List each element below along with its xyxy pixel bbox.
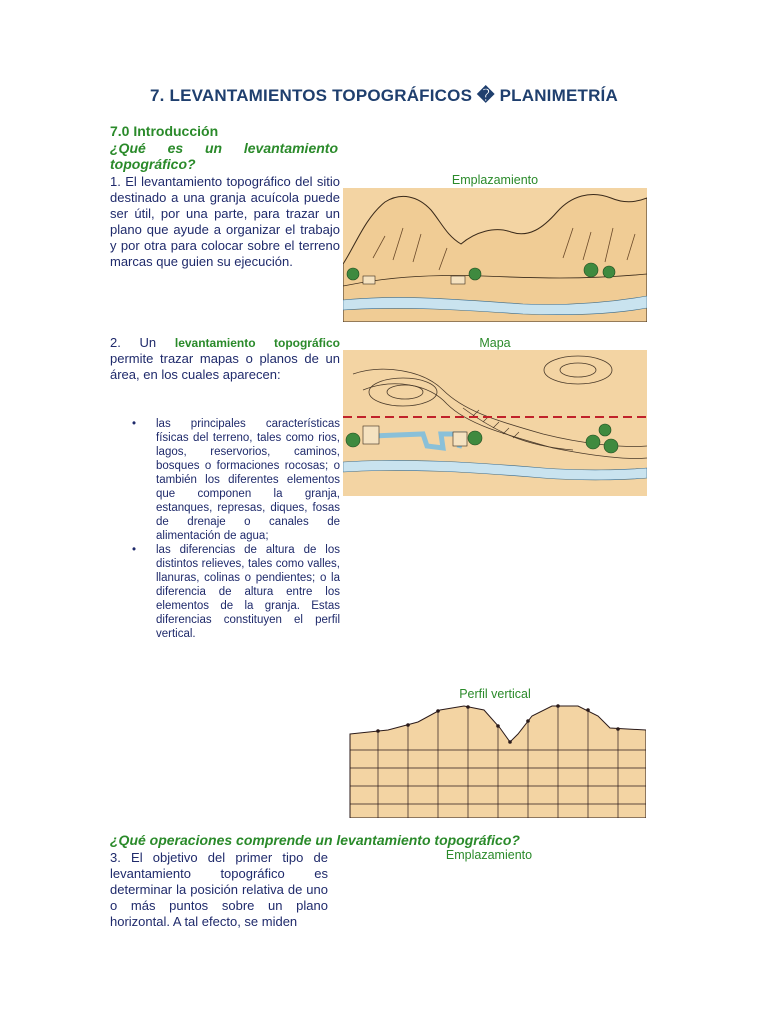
emplazamiento-illustration xyxy=(343,188,647,322)
list-item-text: las diferencias de altura de los distintos relieves, tales como valles, llanuras, colinas o pendientes; o la diferencia de altura entre los elementos de la granja. Estas diferencias constituyen el perfil vertical. xyxy=(156,544,340,640)
paragraph-2-prefix: 2. Un xyxy=(110,335,175,350)
page-title: 7. LEVANTAMIENTOS TOPOGRÁFICOS � PLANIMETRÍA xyxy=(150,86,618,105)
paragraph-3: 3. El objetivo del primer tipo de levantamiento topográfico es determinar la posición relativa de uno o más puntos sobre un plano horizontal. A tal efecto, se miden xyxy=(110,850,328,929)
bullet-dot-icon: • xyxy=(132,418,137,430)
paragraph-2 xyxy=(110,335,340,383)
list-item-text: las principales características físicas del terreno, tales como rios, lagos, reservorios, caminos, bosques o formaciones rocosas; o también los diferentes elementos que componen la granja, estanques, represas, diques, fosas de drenaje o canales de alimentación de agua; xyxy=(156,418,340,542)
paragraph-2-term: levantamiento topográfico xyxy=(174,336,340,350)
figure-caption-mapa: Mapa xyxy=(479,336,511,350)
paragraph-2-suffix: permite trazar mapas o planos de un área, en los cuales aparecen: xyxy=(110,351,340,382)
section-heading: 7.0 Introducción xyxy=(110,123,219,139)
list-item xyxy=(132,543,340,641)
figure-caption-perfil-vertical: Perfil vertical xyxy=(459,687,531,701)
paragraph-1: 1. El levantamiento topográfico del sitio destinado a una granja acuícola puede ser útil, por una parte, para trazar un plano que ayude a organizar el trabajo y por otra para colocar sobre el terreno marcas que guien su ejecución. xyxy=(110,174,340,269)
mapa-illustration xyxy=(343,350,647,496)
question-heading-2: ¿Qué operaciones comprende un levantamiento topográfico? xyxy=(110,832,520,848)
perfil-vertical-illustration xyxy=(348,700,646,818)
list-item xyxy=(132,417,340,543)
figure-caption-emplazamiento-2: Emplazamiento xyxy=(445,848,533,862)
bullet-list xyxy=(132,417,340,641)
question-heading-1: ¿Qué es un levantamiento topográfico? xyxy=(110,140,338,172)
bullet-dot-icon: • xyxy=(132,544,137,556)
figure-caption-emplazamiento: Emplazamiento xyxy=(451,173,539,187)
